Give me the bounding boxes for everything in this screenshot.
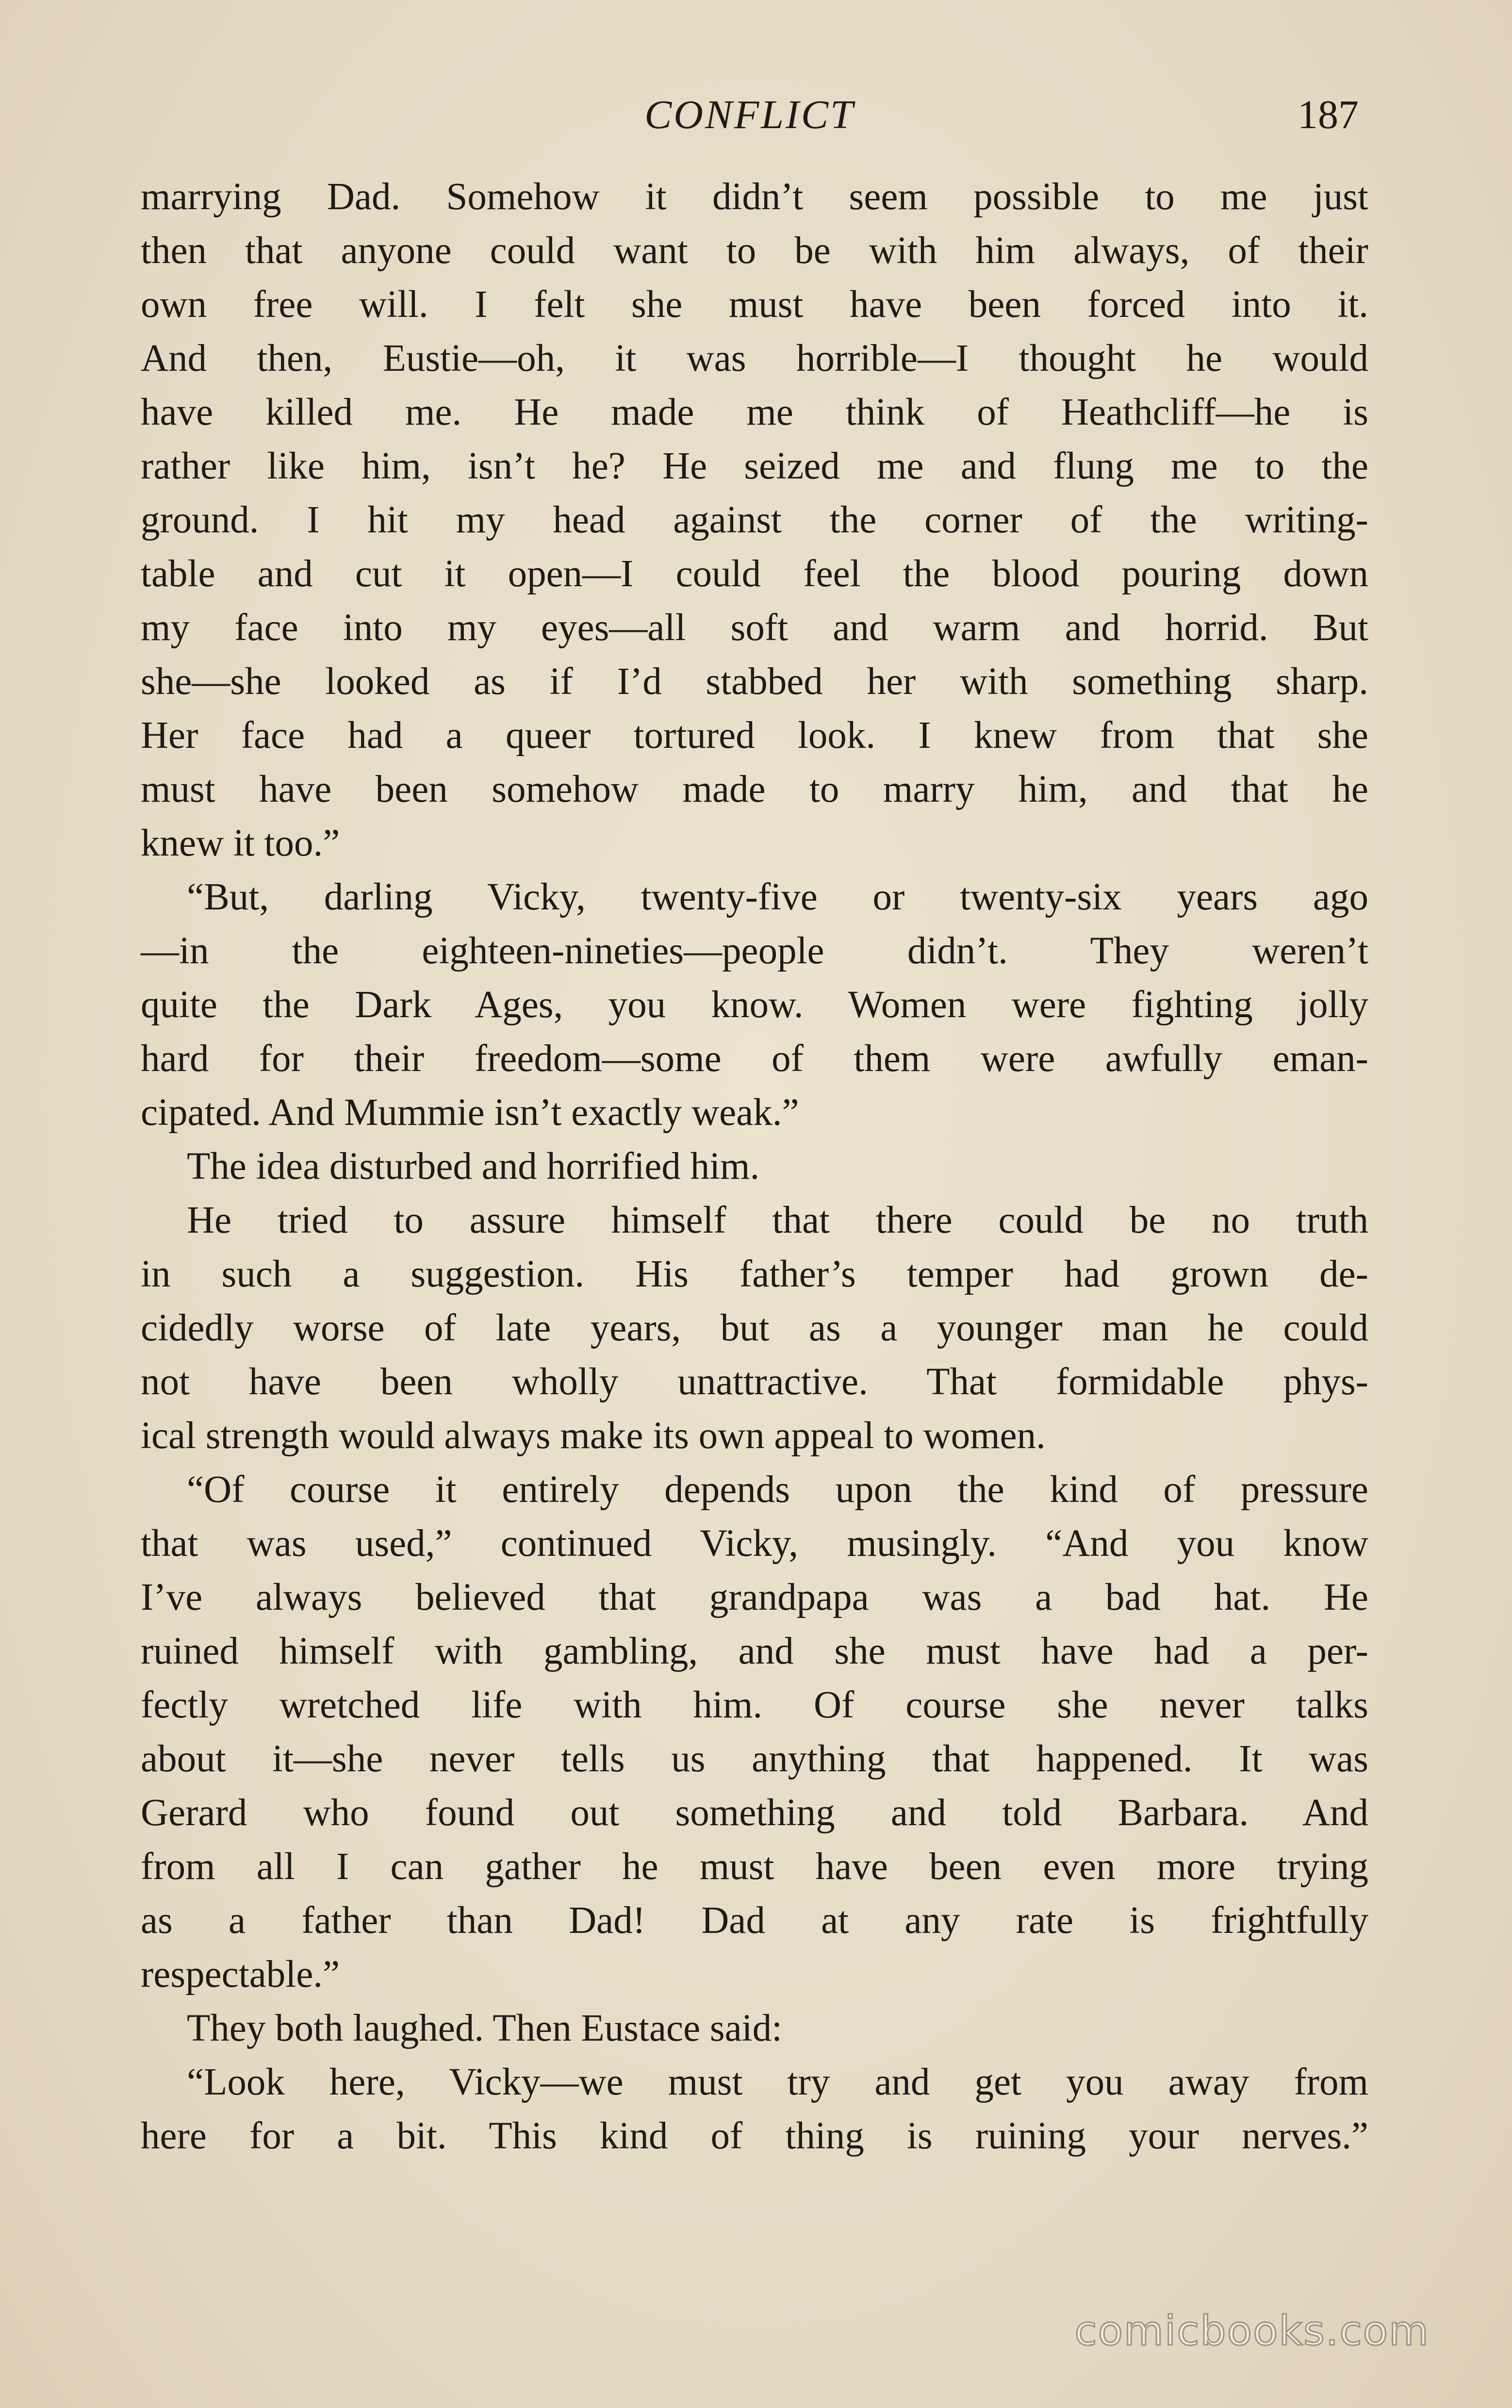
text-line: Her face had a queer tortured look. I knew from that she — [141, 714, 1368, 757]
text-line: cidedly worse of late years, but as a younger man he could — [141, 1307, 1368, 1349]
watermark-logo: comicbooks.com — [1074, 2307, 1430, 2355]
text-line: ical strength would always make its own appeal to women. — [141, 1415, 1046, 1457]
text-line: quite the Dark Ages, you know. Women were fighting jolly — [141, 984, 1368, 1026]
text-line: have killed me. He made me think of Heathcliff—he is — [141, 391, 1368, 433]
text-line: my face into my eyes—all soft and warm and horrid. But — [141, 607, 1368, 649]
text-line: cipated. And Mummie isn’t exactly weak.” — [141, 1091, 799, 1134]
text-line: about it—she never tells us anything that happened. It was — [141, 1738, 1368, 1780]
running-head — [141, 83, 1359, 147]
text-line: table and cut it open—I could feel the blood pouring down — [141, 553, 1368, 595]
running-title: CONFLICT — [644, 92, 855, 137]
body-text — [141, 170, 1368, 2163]
text-line: as a father than Dad! Dad at any rate is frightfully — [141, 1899, 1368, 1942]
text-line: And then, Eustie—oh, it was horrible—I thought he would — [141, 337, 1368, 379]
text-line: He tried to assure himself that there could be no truth — [187, 1199, 1368, 1241]
text-line: “Of course it entirely depends upon the kind of pressure — [187, 1468, 1368, 1511]
text-line: I’ve always believed that grandpapa was a bad hat. He — [141, 1576, 1368, 1618]
text-line: not have been wholly unattractive. That formidable phys- — [141, 1361, 1368, 1403]
text-line: “Look here, Vicky—we must try and get you away from — [187, 2061, 1368, 2103]
text-line: must have been somehow made to marry him, and that he — [141, 768, 1368, 810]
text-line: own free will. I felt she must have been forced into it. — [141, 283, 1368, 326]
text-line: in such a suggestion. His father’s temper had grown de- — [141, 1253, 1368, 1295]
text-line: marrying Dad. Somehow it didn’t seem possible to me just — [141, 176, 1368, 218]
text-line: then that anyone could want to be with him always, of their — [141, 230, 1368, 272]
text-line: ruined himself with gambling, and she must have had a per- — [141, 1630, 1368, 1672]
text-line: Gerard who found out something and told Barbara. And — [141, 1792, 1368, 1834]
text-line: respectable.” — [141, 1953, 340, 1996]
text-line: They both laughed. Then Eustace said: — [187, 2007, 783, 2049]
text-line: from all I can gather he must have been even more trying — [141, 1846, 1368, 1888]
text-line: she—she looked as if I’d stabbed her with something sharp. — [141, 660, 1368, 703]
page-number: 187 — [1298, 92, 1359, 137]
text-line: ground. I hit my head against the corner of the writing- — [141, 499, 1368, 541]
text-line: fectly wretched life with him. Of course she never talks — [141, 1684, 1368, 1726]
text-line: —in the eighteen-nineties—people didn’t. They weren’t — [141, 930, 1368, 972]
text-line: The idea disturbed and horrified him. — [187, 1145, 760, 1188]
text-line: that was used,” continued Vicky, musingly. “And you know — [141, 1522, 1368, 1565]
text-line: rather like him, isn’t he? He seized me and flung me to the — [141, 445, 1368, 487]
text-line: hard for their freedom—some of them were awfully eman- — [141, 1038, 1368, 1080]
text-line: here for a bit. This kind of thing is ruining your nerves.” — [141, 2115, 1368, 2157]
text-line: “But, darling Vicky, twenty-five or twenty-six years ago — [187, 876, 1368, 918]
text-line: knew it too.” — [141, 822, 340, 864]
